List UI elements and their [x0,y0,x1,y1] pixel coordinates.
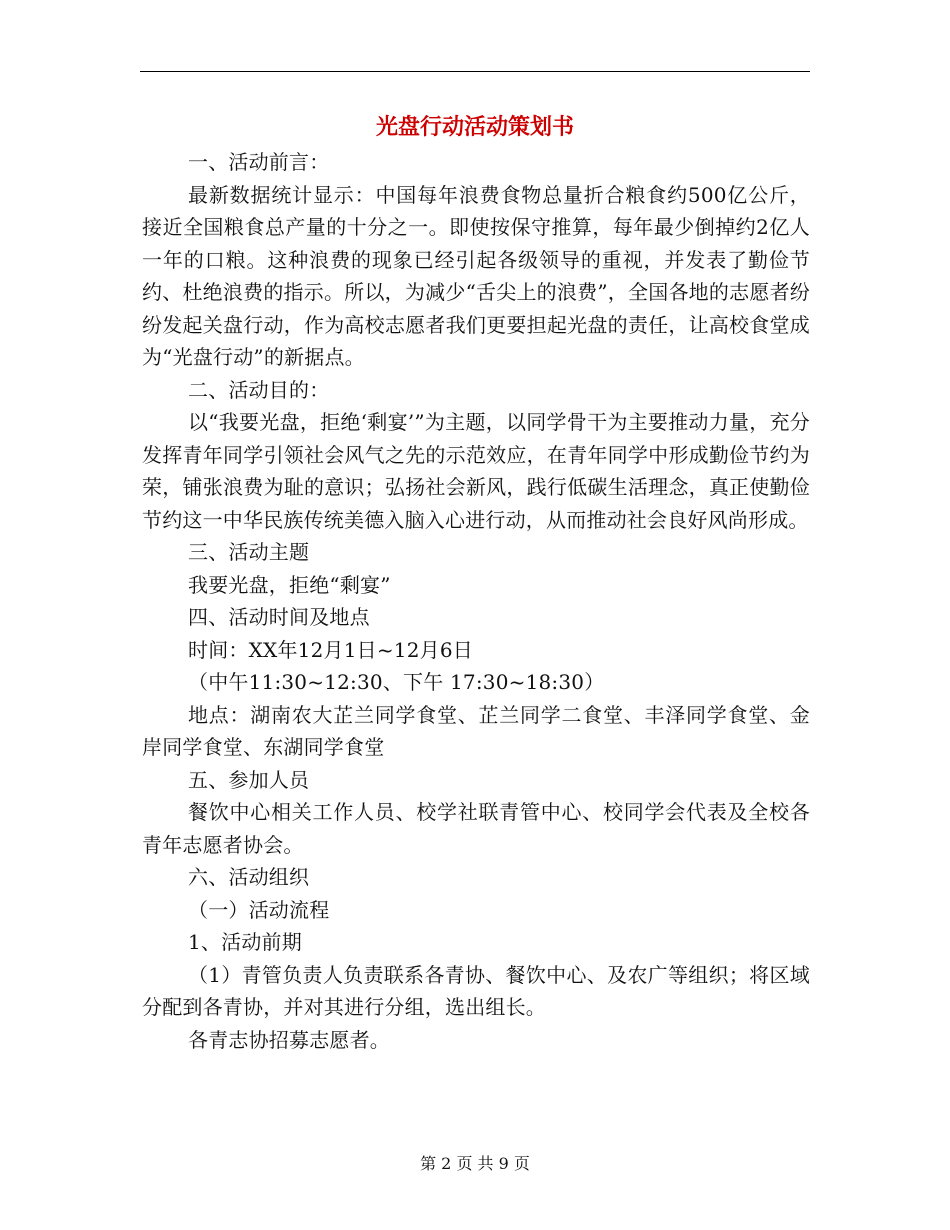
section-heading-1: 一、活动前言： [188,150,330,174]
document-body [142,146,810,1056]
section-heading-2: 二、活动目的： [188,377,330,402]
body-paragraph-time-slots: （中午11:30~12:30、下午 17:30~18:30） [188,670,605,694]
body-paragraph-participants: 餐饮中心相关工作人员、校学社联青管中心、校同学会代表及全校各青年志愿者协会。 [142,800,810,857]
page-number: 第 2 页 共 9 页 [420,1154,530,1173]
body-paragraph-step-1: （1）青管负责人负责联系各青协、餐饮中心、及农广等组织；将区域分配到各青协，并对其进行分组，选出组长。 [142,962,810,1019]
section-heading-3: 三、活动主题 [188,540,310,564]
body-paragraph-location: 地点：湖南农大芷兰同学食堂、芷兰同学二食堂、丰泽同学食堂、金岸同学食堂、东湖同学食堂 [142,702,810,759]
header-rule [140,71,810,72]
section-heading-5: 五、参加人员 [188,767,310,792]
body-paragraph-time: 时间：XX年12月1日~12月6日 [188,637,473,662]
document-title: 光盘行动活动策划书 [375,114,574,140]
body-paragraph-preface: 最新数据统计显示：中国每年浪费食物总量折合粮食约500亿公斤，接近全国粮食总产量的十分之一。即使按保守推算，每年最少倒掉约2亿人一年的口粮。这种浪费的现象已经引起各级领导的重视，并发表了勤俭节约、杜绝浪费的指示。所以，为减少“舌尖上的浪费”，全国各地的志愿者纷纷发起关盘行动，作为高校志愿者我们更要担起光盘的责任，让高校食堂成为“光盘行动”的新据点。 [142,182,810,369]
section-heading-6: 六、活动组织 [188,865,310,889]
section-heading-4: 四、活动时间及地点 [188,605,370,629]
body-paragraph-recruit: 各青志协招募志愿者。 [188,1027,390,1052]
body-paragraph-purpose: 以“我要光盘，拒绝‘剩宴’”为主题，以同学骨干为主要推动力量，充分发挥青年同学引领社会风气之先的示范效应，在青年同学中形成勤俭节约为荣，铺张浪费为耻的意识；弘扬社会新风，践行低碳生活理念，真正使勤俭节约这一中华民族传统美德入脑入心进行动，从而推动社会良好风尚形成。 [142,410,810,532]
body-paragraph-theme: 我要光盘，拒绝“剩宴” [188,572,391,597]
subsection-heading-process: （一）活动流程 [188,897,330,922]
subsection-heading-early-stage: 1、活动前期 [188,930,302,954]
